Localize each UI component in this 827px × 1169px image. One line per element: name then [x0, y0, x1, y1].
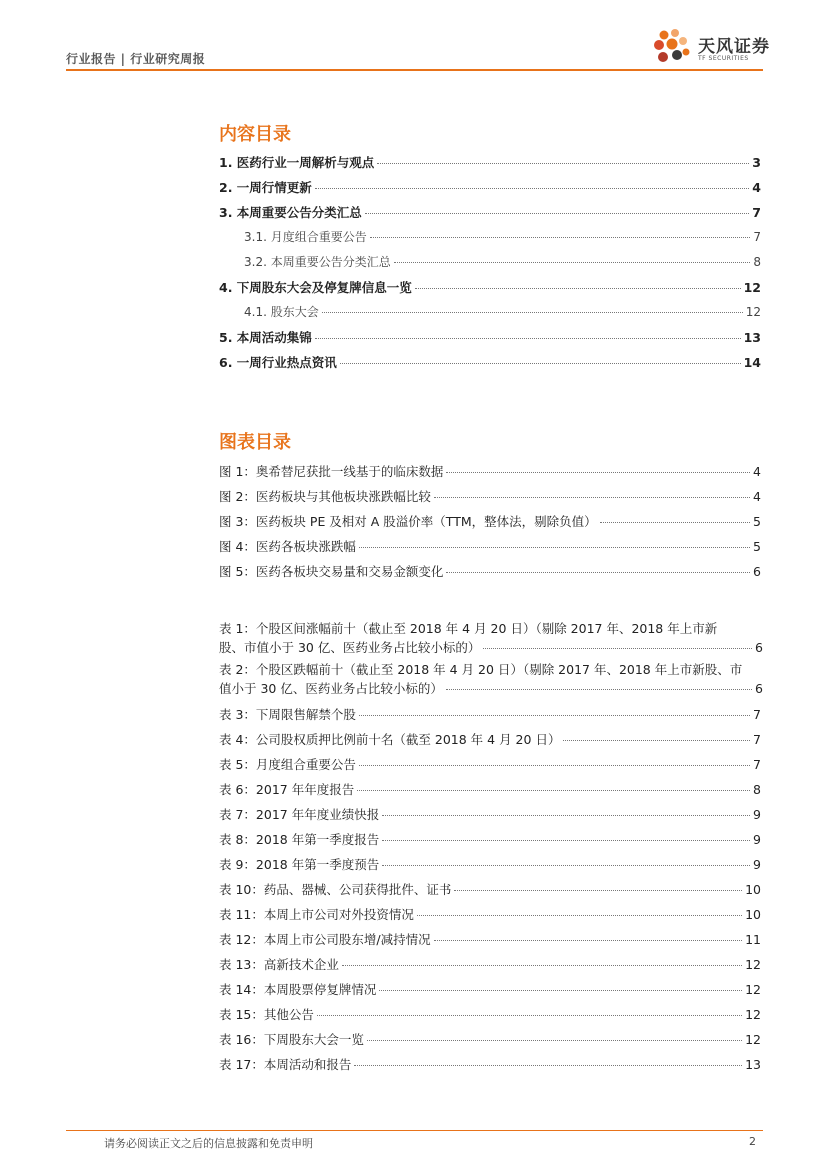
toc-entry-page: 9	[753, 807, 761, 822]
toc-entry[interactable]	[219, 278, 761, 296]
toc-entry-page: 4	[752, 180, 761, 195]
dot-leader	[563, 740, 750, 741]
logo-subtitle: TF SECURITIES	[698, 55, 749, 62]
toc-entry-page: 5	[753, 539, 761, 554]
figure-entry[interactable]	[219, 562, 761, 580]
table-entry[interactable]	[219, 930, 761, 948]
toc-entry-page: 9	[753, 832, 761, 847]
figure-entry[interactable]	[219, 462, 761, 480]
dot-leader	[315, 188, 749, 189]
toc-entry-label: 表 13：高新技术企业	[219, 957, 339, 972]
toc-entry-page: 8	[753, 782, 761, 797]
table-entry[interactable]	[219, 1005, 761, 1023]
toc-entry-label: 5. 本周活动集锦	[219, 330, 312, 345]
dot-leader	[317, 1015, 742, 1016]
report-type: 行业报告 | 行业研究周报	[66, 52, 206, 66]
toc-entry-label: 2. 一周行情更新	[219, 180, 312, 195]
toc-entry-label: 表 10：药品、器械、公司获得批件、证书	[219, 882, 452, 897]
toc-entry-label: 表 3：下周限售解禁个股	[219, 707, 356, 722]
dot-leader	[359, 765, 750, 766]
table-entry-label-line2: 股、市值小于 30 亿、医药业务占比较小标的）	[219, 640, 481, 655]
toc-entry[interactable]	[244, 253, 761, 270]
toc-entry-page: 10	[745, 907, 761, 922]
toc-entry-label: 3.2. 本周重要公告分类汇总	[244, 255, 391, 269]
footer-disclaimer: 请务必阅读正文之后的信息披露和免责申明	[104, 1137, 313, 1150]
toc-entry-page: 7	[752, 205, 761, 220]
dot-leader	[417, 915, 742, 916]
table-entry[interactable]	[219, 880, 761, 898]
toc-entry[interactable]	[244, 303, 761, 320]
dot-leader	[382, 815, 750, 816]
table-entry[interactable]	[219, 660, 763, 698]
dot-leader	[354, 1065, 742, 1066]
toc-entry-label: 表 12：本周上市公司股东增/减持情况	[219, 932, 431, 947]
toc-entry-page: 3	[752, 155, 761, 170]
dot-leader	[382, 840, 750, 841]
table-entry[interactable]	[219, 1030, 761, 1048]
toc-entry[interactable]	[219, 353, 761, 371]
dot-leader	[322, 312, 743, 313]
toc-entry-page: 13	[745, 1057, 761, 1072]
toc-entry-page: 12	[743, 280, 761, 295]
dot-leader	[483, 648, 752, 649]
toc-entry-page: 4	[753, 489, 761, 504]
dot-leader	[342, 965, 742, 966]
toc-entry-label: 6. 一周行业热点资讯	[219, 355, 337, 370]
toc-entry-page: 12	[745, 1032, 761, 1047]
toc-entry[interactable]	[219, 203, 761, 221]
table-entry[interactable]	[219, 805, 761, 823]
dot-leader	[359, 547, 750, 548]
toc-entry-label: 4. 下周股东大会及停复牌信息一览	[219, 280, 412, 295]
figure-entry[interactable]	[219, 487, 761, 505]
company-logo	[650, 26, 770, 70]
toc-entry-label: 图 4：医药各板块涨跌幅	[219, 539, 356, 554]
toc-entry-page: 6	[753, 564, 761, 579]
table-entry-label-line2: 值小于 30 亿、医药业务占比较小标的）	[219, 681, 443, 696]
table-entry[interactable]	[219, 755, 761, 773]
toc-entry-label: 图 3：医药板块 PE 及相对 A 股溢价率（TTM，整体法，剔除负值）	[219, 514, 597, 529]
table-entry[interactable]	[219, 980, 761, 998]
dot-leader	[415, 288, 741, 289]
toc-entry-label: 表 6：2017 年年度报告	[219, 782, 355, 797]
toc-entry-page: 7	[753, 757, 761, 772]
table-entry[interactable]	[219, 780, 761, 798]
dot-leader	[394, 262, 751, 263]
table-entry[interactable]	[219, 730, 761, 748]
toc-entry-page: 12	[745, 982, 761, 997]
dot-leader	[446, 689, 752, 690]
toc-entry[interactable]	[244, 228, 761, 245]
footer-divider	[66, 1130, 763, 1131]
toc-entry-label: 3.1. 月度组合重要公告	[244, 230, 367, 244]
logo-name: 天风证券	[698, 37, 770, 57]
dot-leader	[379, 990, 742, 991]
dot-leader	[454, 890, 742, 891]
toc-entry-page: 7	[753, 707, 761, 722]
table-entry-label-line1: 表 2：个股区跌幅前十（截止至 2018 年 4 月 20 日）（剔除 2017 年、2018 年上市新股、市	[219, 662, 743, 677]
flower-logo-icon	[650, 26, 696, 70]
dot-leader	[315, 338, 741, 339]
table-entry-page: 6	[755, 681, 763, 696]
toc-entry-page: 7	[753, 230, 761, 244]
dot-leader	[367, 1040, 742, 1041]
toc-entry-label: 图 2：医药板块与其他板块涨跌幅比较	[219, 489, 431, 504]
toc-entry-label: 3. 本周重要公告分类汇总	[219, 205, 362, 220]
toc-entry-page: 12	[745, 305, 761, 319]
toc-entry-page: 12	[745, 957, 761, 972]
toc-entry-page: 9	[753, 857, 761, 872]
toc-entry-label: 图 5：医药各板块交易量和交易金额变化	[219, 564, 444, 579]
toc-entry-label: 表 16：下周股东大会一览	[219, 1032, 364, 1047]
toc-entry-page: 10	[745, 882, 761, 897]
dot-leader	[377, 163, 749, 164]
table-entry[interactable]	[219, 905, 761, 923]
toc-entry-page: 14	[743, 355, 761, 370]
toc-entry-label: 表 11：本周上市公司对外投资情况	[219, 907, 414, 922]
dot-leader	[370, 237, 751, 238]
table-entry[interactable]	[219, 830, 761, 848]
table-entry-page: 6	[755, 640, 763, 655]
toc-entry-page: 13	[743, 330, 761, 345]
toc-entry-page: 4	[753, 464, 761, 479]
table-entry[interactable]	[219, 855, 761, 873]
dot-leader	[446, 472, 750, 473]
dot-leader	[340, 363, 741, 364]
table-entry[interactable]	[219, 705, 761, 723]
toc-entry-label: 表 7：2017 年年度业绩快报	[219, 807, 380, 822]
toc-entry-page: 5	[753, 514, 761, 529]
toc-entry-label: 表 17：本周活动和报告	[219, 1057, 352, 1072]
dot-leader	[359, 715, 750, 716]
figures-title: 图表目录	[219, 432, 291, 453]
dot-leader	[365, 213, 749, 214]
dot-leader	[446, 572, 750, 573]
table-entry[interactable]	[219, 955, 761, 973]
toc-entry[interactable]	[219, 328, 761, 346]
header-divider	[66, 69, 763, 71]
toc-entry-page: 7	[753, 732, 761, 747]
table-entry-label-line1: 表 1：个股区间涨幅前十（截止至 2018 年 4 月 20 日）（剔除 2017 年、2018 年上市新	[219, 621, 718, 636]
dot-leader	[434, 940, 743, 941]
dot-leader	[434, 497, 750, 498]
page-number: 2	[749, 1135, 756, 1148]
toc-entry-page: 8	[753, 255, 761, 269]
figure-entry[interactable]	[219, 512, 761, 530]
table-entry[interactable]	[219, 1055, 761, 1073]
toc-entry-label: 图 1：奥希替尼获批一线基于的临床数据	[219, 464, 444, 479]
figure-entry[interactable]	[219, 537, 761, 555]
toc-entry-label: 表 14：本周股票停复牌情况	[219, 982, 377, 997]
table-entry[interactable]	[219, 619, 763, 657]
toc-entry-label: 4.1. 股东大会	[244, 305, 319, 319]
toc-entry-label: 表 4：公司股权质押比例前十名（截至 2018 年 4 月 20 日）	[219, 732, 561, 747]
dot-leader	[357, 790, 750, 791]
toc-entry[interactable]	[219, 153, 761, 171]
toc-entry-page: 12	[745, 1007, 761, 1022]
toc-entry[interactable]	[219, 178, 761, 196]
toc-entry-page: 11	[745, 932, 761, 947]
dot-leader	[600, 522, 750, 523]
toc-entry-label: 表 8：2018 年第一季度报告	[219, 832, 380, 847]
contents-title: 内容目录	[219, 124, 291, 145]
toc-entry-label: 表 5：月度组合重要公告	[219, 757, 356, 772]
dot-leader	[382, 865, 750, 866]
toc-entry-label: 表 15：其他公告	[219, 1007, 314, 1022]
toc-entry-label: 1. 医药行业一周解析与观点	[219, 155, 375, 170]
toc-entry-label: 表 9：2018 年第一季度预告	[219, 857, 380, 872]
